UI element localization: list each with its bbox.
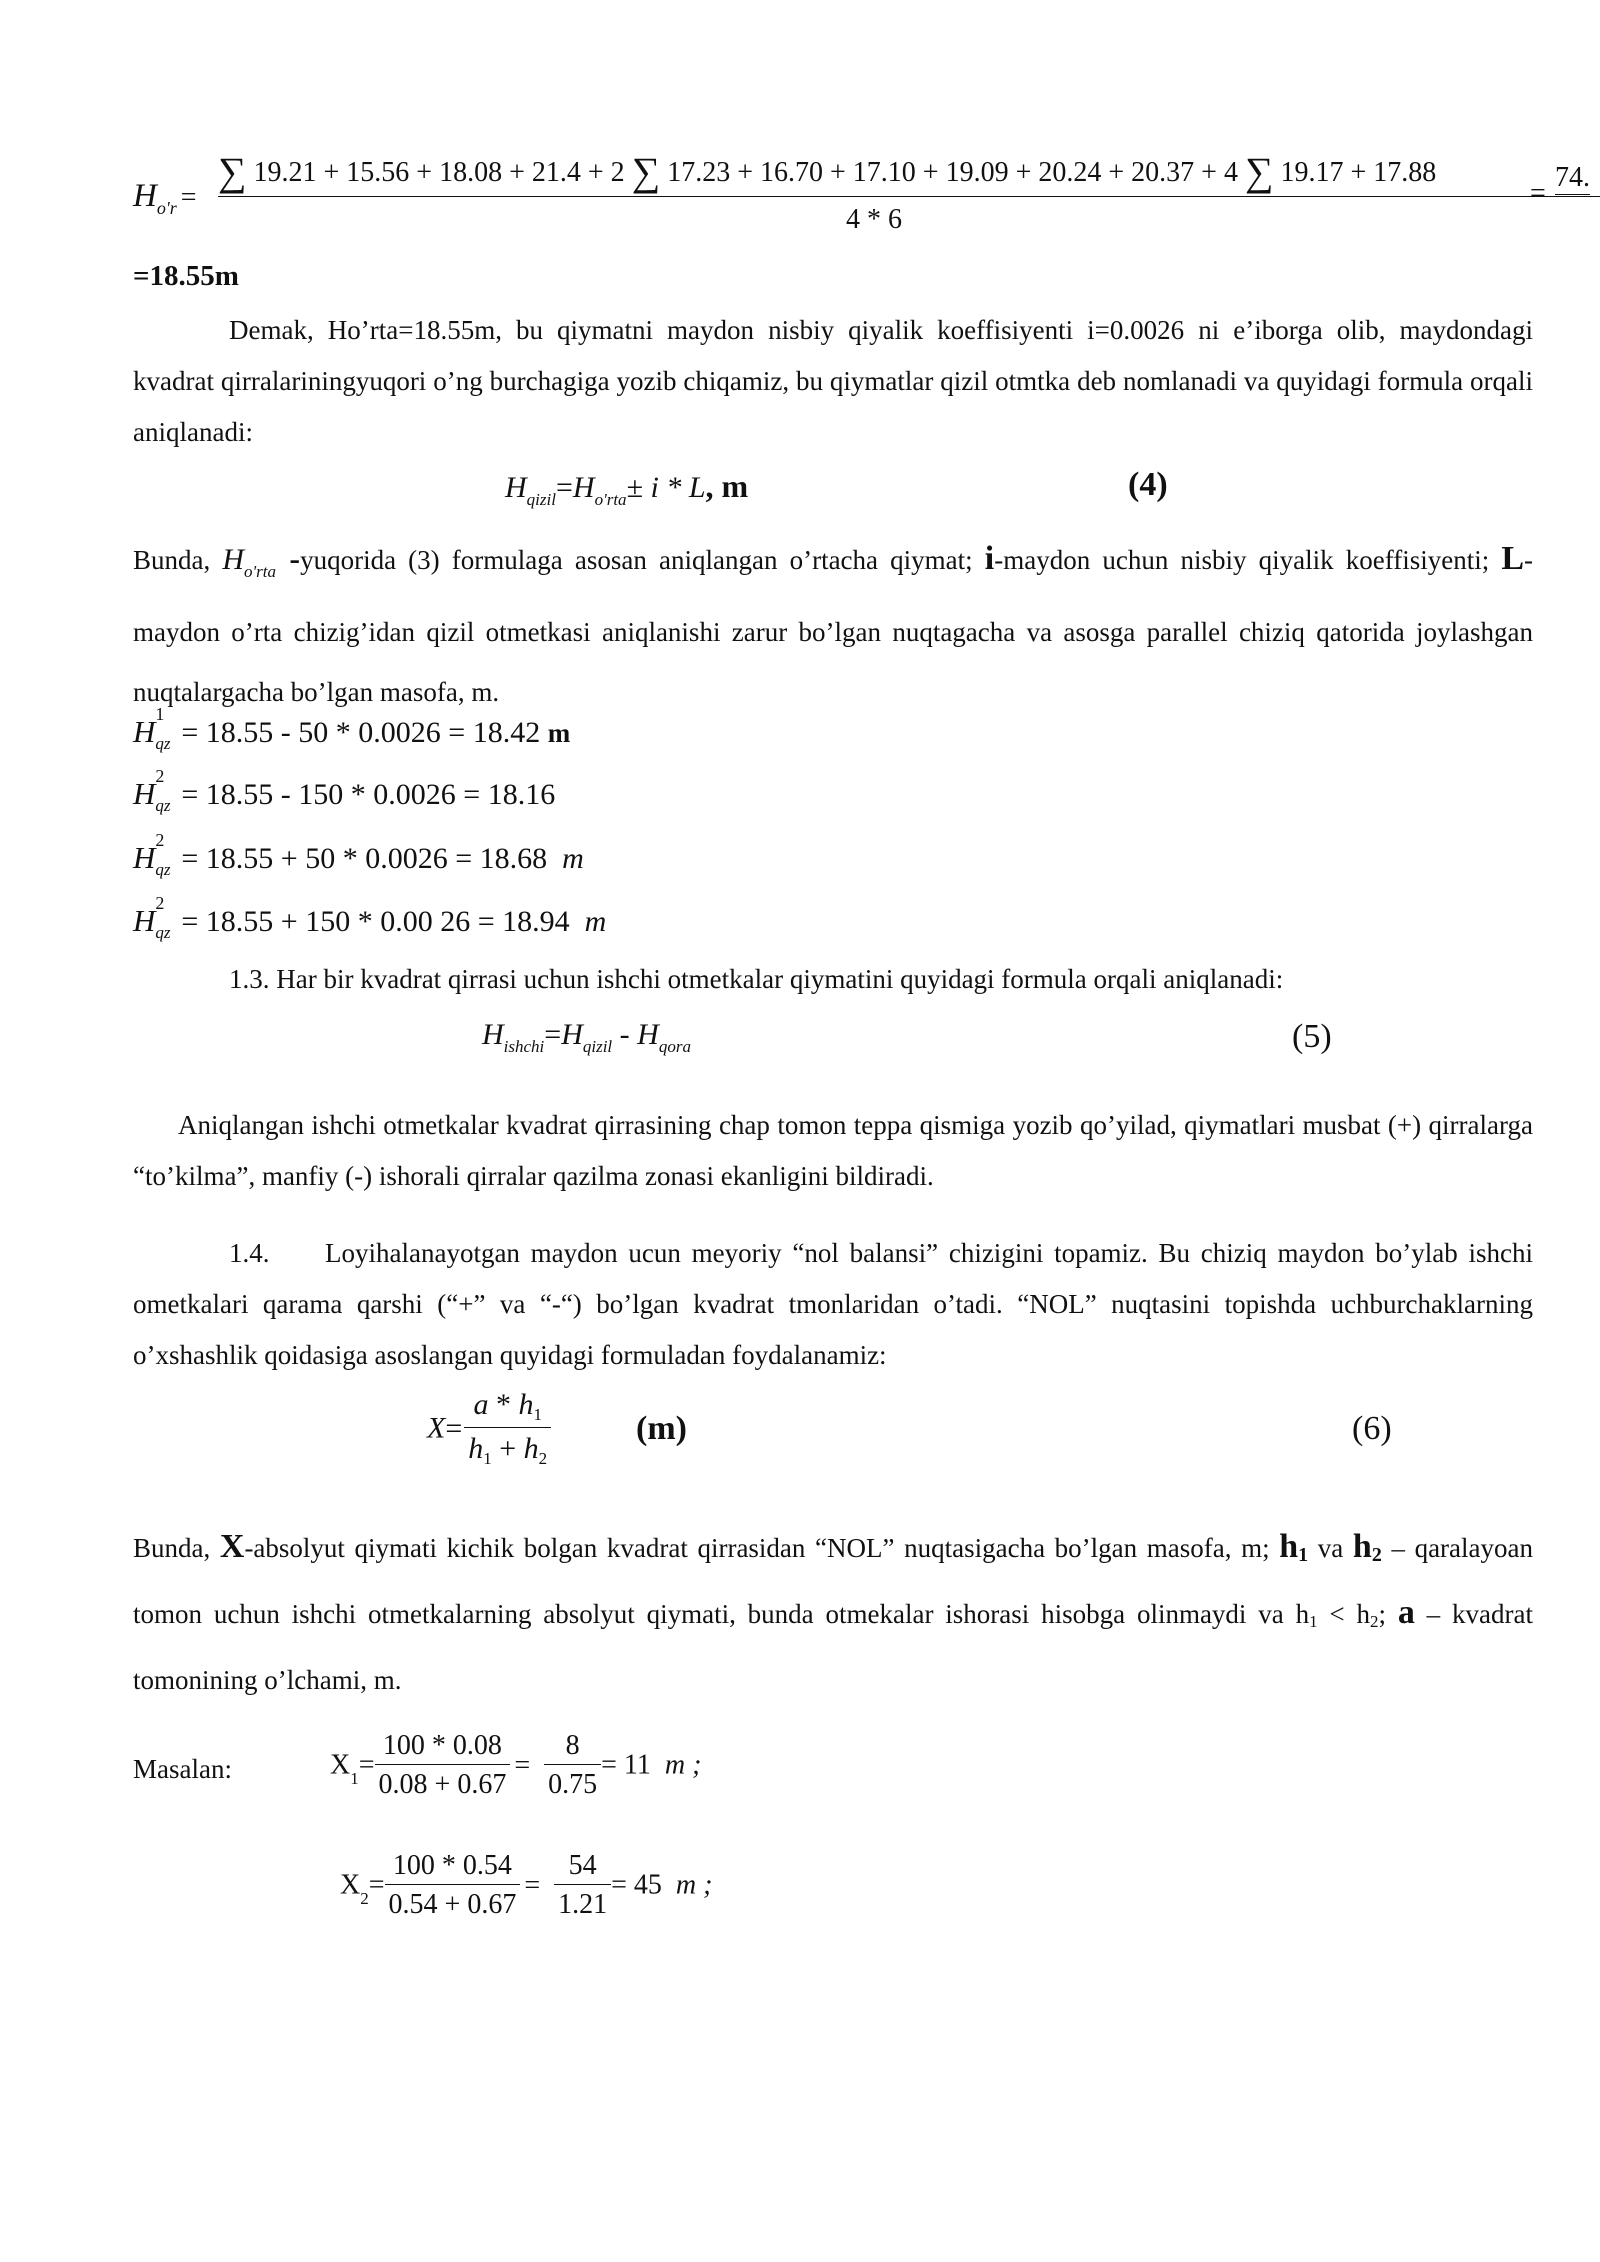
paragraph-bunda-2 xyxy=(133,1518,1533,1709)
equation-number-6: (6) xyxy=(1352,1410,1392,1447)
equals-sign: = xyxy=(544,1018,562,1051)
text: yuqorida (3) formulaga asosan aniqlangan o’rtacha qiymat; xyxy=(300,545,985,575)
numerator: 8 xyxy=(544,1730,601,1765)
numerator-part-b: 17.23 + 16.70 + 17.10 + 19.09 + 20.24 + 20.37 + 4 xyxy=(667,157,1238,188)
sigma-symbol: ∑ xyxy=(1244,149,1274,194)
equals-sign: = xyxy=(180,182,197,213)
symbol-a: a xyxy=(473,1388,489,1421)
symbol-h: H xyxy=(133,903,156,938)
numerator: 100 * 0.54 xyxy=(385,1850,521,1885)
symbol-x: X xyxy=(219,1528,245,1565)
result: = 11 xyxy=(601,1749,651,1781)
subscript: qz xyxy=(155,734,171,753)
unit: , m xyxy=(705,468,749,504)
symbol-h: H xyxy=(482,1018,504,1051)
denominator: 0.75 xyxy=(548,1769,598,1800)
symbol-l: L xyxy=(1501,540,1525,577)
superscript: 2 xyxy=(155,766,165,786)
operator: * xyxy=(488,1388,519,1421)
superscript: 2 xyxy=(155,830,165,850)
fraction xyxy=(554,1850,611,1921)
example-label: Masalan: xyxy=(133,1754,232,1784)
operator: + xyxy=(491,1432,524,1465)
symbol-h: H xyxy=(505,471,527,504)
fraction xyxy=(544,1730,601,1801)
text: ; xyxy=(1378,1599,1398,1629)
subscript: qora xyxy=(658,1037,691,1056)
subscript: qz xyxy=(155,923,171,942)
unit: m xyxy=(547,718,571,748)
paragraph-aniqlangan: Aniqlangan ishchi otmetkalar kvadrat qirrasining chap tomon teppa qismiga yozib qo’yilad, qiymatlari musbat (+) qirralarga “to’kilma”, manfiy (-) ishorali qirralar qazilma zonasi ekanligini bildiradi. xyxy=(133,1110,1533,1191)
equals-sign: = xyxy=(445,1411,463,1445)
symbol-h: H xyxy=(637,1018,659,1051)
equation-number-4: (4) xyxy=(1128,466,1168,503)
symbol-h2: h xyxy=(1352,1528,1372,1565)
symbol-h: H xyxy=(133,840,156,875)
subscript: o'r xyxy=(156,198,177,218)
item-1-4 xyxy=(133,1228,1533,1381)
dash: - xyxy=(276,540,301,576)
symbol-h: h xyxy=(468,1432,484,1465)
hq-expression: = 18.55 - 50 * 0.0026 = 18.42 xyxy=(181,716,541,749)
subscript: o'rta xyxy=(244,562,277,581)
unit: m xyxy=(584,905,607,938)
equals-sign: = xyxy=(514,1749,531,1781)
text: Bunda, xyxy=(133,1533,220,1563)
symbol-h: H xyxy=(572,471,595,504)
text: -maydon uchun nisbiy qiyalik koeffisiyenti; xyxy=(994,545,1502,575)
equals-sign: = xyxy=(368,1869,385,1901)
subscript: 2 xyxy=(360,1888,369,1908)
symbol-x: X xyxy=(427,1411,446,1445)
text: Bunda, xyxy=(133,545,223,575)
symbol-h: H xyxy=(133,776,156,811)
superscript: 1 xyxy=(155,704,165,724)
item-number: 1.4. xyxy=(229,1238,270,1268)
subscript: 2 xyxy=(1371,1544,1382,1566)
equals-sign: = xyxy=(555,471,573,504)
sigma-symbol: ∑ xyxy=(218,149,247,194)
symbol-x: X xyxy=(340,1869,361,1901)
text: – kvadrat tomonining o’lchami, m. xyxy=(133,1599,1533,1695)
unit: m ; xyxy=(664,1749,702,1781)
formula-ortacha-lhs xyxy=(133,178,197,219)
subscript: ishchi xyxy=(503,1037,545,1056)
subscript: o'rta xyxy=(594,490,627,509)
numerator: 54 xyxy=(554,1850,611,1885)
numerator-part-a: 19.21 + 15.56 + 18.08 + 21.4 + 2 xyxy=(253,157,625,188)
text: < h xyxy=(1317,1599,1370,1629)
unit: m ; xyxy=(675,1869,713,1901)
text: -maydon o’rta chizig’idan qizil otmetkasi aniqlanishi zarur bo’lgan nuqtagacha va asosga parallel chiziq qatorida joylashgan nuqtalargacha bo’lgan masofa, m. xyxy=(133,545,1534,707)
subscript: 1 xyxy=(1298,1544,1309,1566)
paragraph-bunda-1 xyxy=(133,528,1533,722)
denominator: 1.21 xyxy=(558,1889,608,1920)
ortacha-result: =18.55m xyxy=(133,260,239,292)
subscript: 1 xyxy=(533,1405,542,1424)
symbol-h: h xyxy=(523,1432,539,1465)
item-1-3: 1.3. Har bir kvadrat qirrasi uchun ishchi otmetkalar qiymatini quyidagi formula orqali aniqlanadi: xyxy=(229,964,1284,994)
numerator-part-c: 19.17 + 17.88 xyxy=(1280,157,1437,188)
subscript: 2 xyxy=(538,1449,548,1468)
minus-sign: - xyxy=(612,1018,638,1051)
symbol-h: H xyxy=(561,1018,583,1051)
superscript: 2 xyxy=(155,893,165,913)
formula-ortacha-numerator xyxy=(218,148,1600,197)
subscript: qizil xyxy=(582,1037,613,1056)
symbol-a: a xyxy=(1397,1594,1415,1631)
symbol-h: H xyxy=(222,543,245,576)
numerator: 100 * 0.08 xyxy=(375,1730,511,1765)
symbol-i: i xyxy=(984,540,995,577)
hq-expression: = 18.55 + 50 * 0.0026 = 18.68 xyxy=(181,842,548,875)
result: = 45 xyxy=(611,1869,662,1901)
hq-line-3 xyxy=(133,830,584,879)
equals-sign: = xyxy=(1530,178,1546,209)
hq-line-1 xyxy=(133,704,571,753)
symbol-h1: h xyxy=(1279,1528,1299,1565)
example-x2 xyxy=(340,1850,712,1921)
text: – qaralayoan tomon uchun ishchi otmetkalarning absolyut qiymati, bunda otmekalar ishorasi hisobga olinmaydi va h xyxy=(133,1533,1534,1629)
formula-rest: ± i * L xyxy=(626,471,706,504)
equals-sign: = xyxy=(358,1749,375,1781)
sigma-symbol: ∑ xyxy=(631,149,661,194)
equals-sign: = xyxy=(524,1869,541,1901)
subscript: qz xyxy=(155,796,171,815)
equation-number-5: (5) xyxy=(1292,1018,1332,1055)
paragraph-demak: Demak, Ho’rta=18.55m, bu qiymatni maydon nisbiy qiyalik koeffisiyenti i=0.0026 ni e’iborga olib, maydondagi kvadrat qirralariningyuqori o’ng burchagiga yozib chiqamiz, bu qiymatlar qizil otmtka deb nomlanadi va quyidagi formula orqali aniqlanadi: xyxy=(133,315,1533,447)
formula-6-unit: (m) xyxy=(636,1410,687,1447)
fraction xyxy=(375,1730,511,1801)
formula-ortacha-denominator: 4 * 6 xyxy=(846,204,902,235)
symbol-h: h xyxy=(518,1388,534,1421)
formula-4 xyxy=(505,468,748,510)
symbol-h: H xyxy=(133,714,156,749)
subscript: qizil xyxy=(526,490,556,509)
symbol-h: H xyxy=(133,178,157,214)
denominator: 0.54 + 0.67 xyxy=(388,1889,517,1920)
hq-line-4 xyxy=(133,893,607,942)
text: -absolyut qiymati kichik bolgan kvadrat qirrasidan “NOL” nuqtasigacha bo’lgan masofa, m; xyxy=(244,1533,1280,1563)
subscript: 1 xyxy=(483,1449,492,1468)
item-text: Loyihalanayotgan maydon ucun meyoriy “nol balansi” chizigini topamiz. Bu chiziq maydon bo’ylab ishchi ometkalari qarama qarshi (“+” va “-“) bo’lgan kvadrat tmonlaridan o’tadi. “NOL” nuqtasini topishda uchburchaklarning o’xshashlik qoidasiga asoslangan quyidagi formuladan foydalanamiz: xyxy=(133,1238,1533,1370)
hq-line-2 xyxy=(133,766,563,815)
hq-expression: = 18.55 - 150 * 0.0026 = 18.16 xyxy=(181,778,556,811)
text: va xyxy=(1308,1533,1353,1563)
example-x1 xyxy=(330,1730,701,1801)
subscript: 1 xyxy=(350,1768,359,1788)
subscript: 2 xyxy=(1370,1612,1379,1631)
formula-5 xyxy=(482,1018,691,1057)
formula-6 xyxy=(427,1388,551,1469)
subscript: qz xyxy=(155,860,171,879)
hq-expression: = 18.55 + 150 * 0.00 26 = 18.94 xyxy=(181,905,570,938)
formula-ortacha xyxy=(133,148,1600,238)
unit: m xyxy=(562,842,584,875)
truncated-value: 74. xyxy=(1555,162,1590,193)
subscript: 1 xyxy=(1309,1612,1318,1631)
fraction xyxy=(464,1388,551,1469)
fraction xyxy=(385,1850,521,1921)
denominator: 0.08 + 0.67 xyxy=(378,1769,507,1800)
symbol-x: X xyxy=(330,1749,351,1781)
